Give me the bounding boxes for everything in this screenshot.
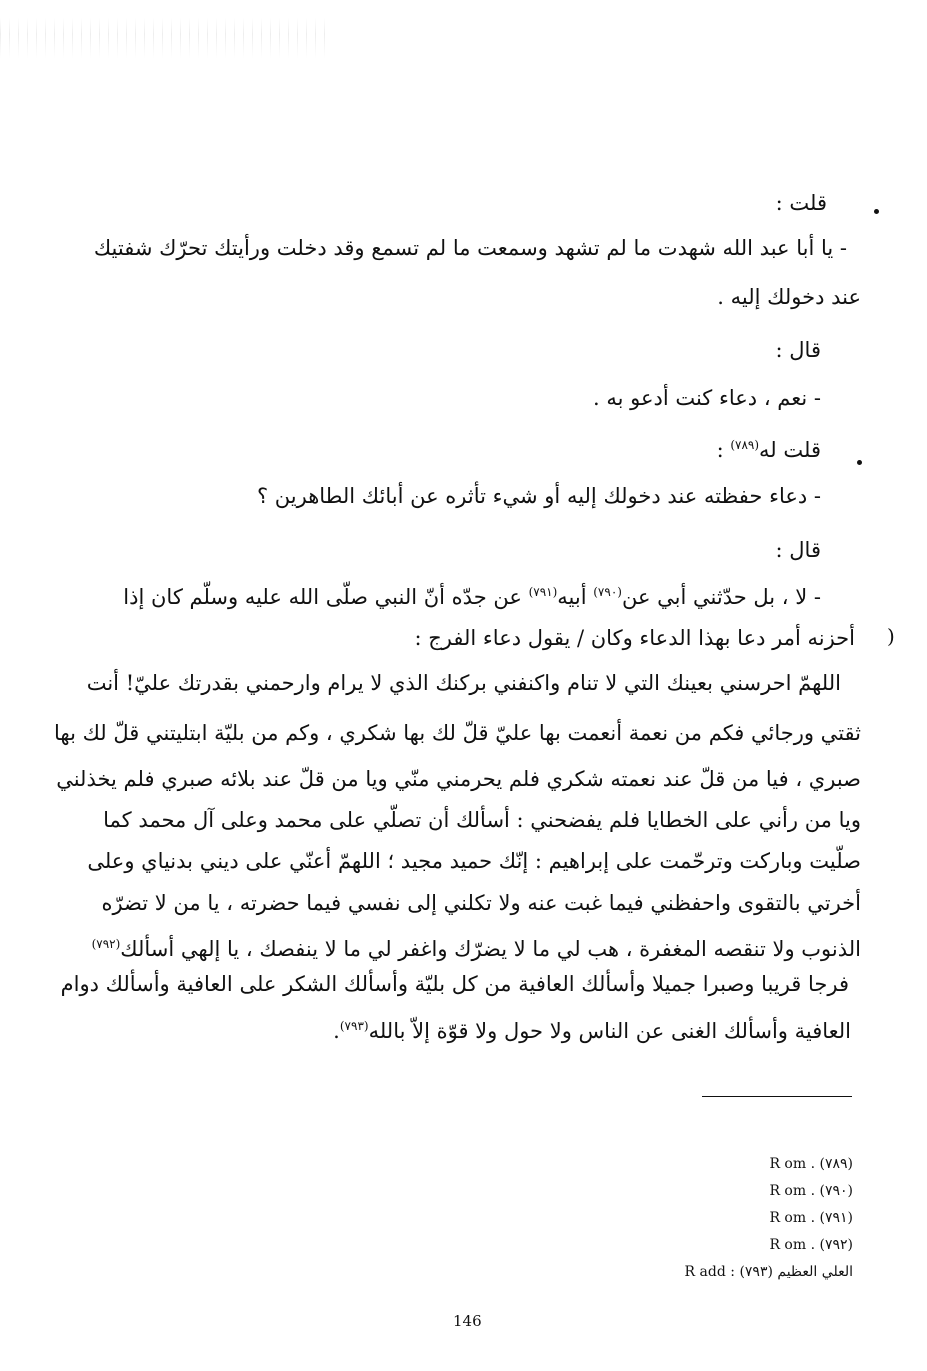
page-number: 146 bbox=[453, 1312, 482, 1330]
text-run: أبيه bbox=[557, 585, 594, 609]
prayer-line bbox=[92, 929, 861, 964]
prayer-line: أخرتي بالتقوى واحفظني فيما غبت عنه ولا تكلني إلى نفسي فيما حضرته ، يا من لا تضرّه bbox=[101, 891, 861, 915]
footnote-text: R om . bbox=[769, 1210, 816, 1226]
text-run: : bbox=[716, 438, 731, 462]
footnote-number: (٧٩١) bbox=[819, 1210, 853, 1226]
footnote bbox=[685, 1264, 853, 1280]
text-line: - يا أبا عبد الله شهدت ما لم تشهد وسمعت ما لم تسمع وقد دخلت ورأيتك تحرّك شفتيك bbox=[93, 236, 847, 260]
footnote-number: (٧٩٢) bbox=[819, 1237, 853, 1253]
prayer-line: فرجا قريبا وصبرا جميلا وأسألك العافية من كل بليّة وأسألك الشكر على العافية وأسألك دوام bbox=[60, 972, 849, 996]
margin-bullet bbox=[857, 460, 862, 465]
prayer-line: ويا من رأني على الخطايا فلم يفضحني : أسألك أن تصلّي على محمد وعلى آل محمد كما bbox=[103, 808, 861, 832]
prayer-line bbox=[333, 1011, 851, 1046]
prayer-line: صلّيت وباركت وترحّمت على إبراهيم : إنّك حميد مجيد ؛ اللهمّ أعنّي على ديني بدنياي وعلى bbox=[87, 849, 861, 873]
text-line: عند دخولك إليه . bbox=[717, 285, 861, 309]
prayer-line: صبري ، فيا من قلّ عند نعمته شكري فلم يحرمني منّي ويا من قلّ عند بلائه صبري فلم يخذلني bbox=[56, 767, 861, 791]
text-line: أحزنه أمر دعا بهذا الدعاء وكان / يقول دعاء الفرج : bbox=[414, 626, 855, 650]
text-run: الذنوب ولا تنقصه المغفرة ، هب لي ما لا يضرّك واغفر لي ما لا ينفصك ، يا إلهي أسألك bbox=[120, 937, 861, 961]
text-run: - لا ، بل حدّثني أبي عن bbox=[621, 585, 821, 609]
text-run: العافية وأسألك الغنى عن الناس ولا حول ولا قوّة إلاّ بالله bbox=[368, 1019, 851, 1043]
text-line: قلت : bbox=[775, 191, 827, 215]
footnote-number: (٧٩٣) bbox=[739, 1264, 773, 1280]
prayer-line: ثقتي ورجائي فكم من نعمة أنعمت بها عليّ قلّ لك بها شكري ، وكم من بليّة ابتليتني قلّ لك بها bbox=[54, 721, 861, 745]
footnote-ref: (٧٨٩) bbox=[730, 438, 760, 452]
footnote-ref: (٧٩٢) bbox=[91, 937, 121, 951]
text-run: عن جدّه أنّ النبي صلّى الله عليه وسلّم كان إذا bbox=[123, 585, 529, 609]
text-line: قال : bbox=[775, 338, 821, 362]
margin-bullet bbox=[874, 209, 879, 214]
text-run: قلت له bbox=[759, 438, 821, 462]
text-line: - نعم ، دعاء كنت أدعو به . bbox=[592, 386, 821, 410]
footnote-text: R om . bbox=[769, 1183, 816, 1199]
text-line: قال : bbox=[775, 538, 821, 562]
footnote bbox=[769, 1156, 853, 1172]
footnote-number: (٧٨٩) bbox=[819, 1156, 853, 1172]
footnote-separator bbox=[702, 1096, 852, 1097]
text-line: - دعاء حفظته عند دخولك إليه أو شيء تأثره عن أبائك الطاهرين ؟ bbox=[256, 484, 821, 508]
footnote-ref: (٧٩١) bbox=[528, 585, 558, 599]
footnote bbox=[769, 1237, 853, 1253]
footnote-number: (٧٩٠) bbox=[819, 1183, 853, 1199]
footnote-text: R om . bbox=[769, 1156, 816, 1172]
footnote-text: R om . bbox=[769, 1237, 816, 1253]
footnote-text: R add : العلي العظيم bbox=[684, 1264, 853, 1280]
text-run: . bbox=[333, 1019, 340, 1043]
footnote-ref: (٧٩٠) bbox=[593, 585, 622, 599]
text-line bbox=[717, 430, 821, 465]
scan-speckle bbox=[0, 18, 330, 58]
text-line bbox=[123, 577, 821, 612]
footnote bbox=[769, 1210, 853, 1226]
prayer-line: اللهمّ احرسني بعينك التي لا تنام واكنفني بركنك الذي لا يرام وارحمني بقدرتك عليّ! أنت bbox=[86, 671, 841, 695]
margin-mark: ) bbox=[887, 624, 895, 648]
footnote bbox=[769, 1183, 853, 1199]
footnote-ref: (٧٩٣) bbox=[339, 1019, 369, 1033]
